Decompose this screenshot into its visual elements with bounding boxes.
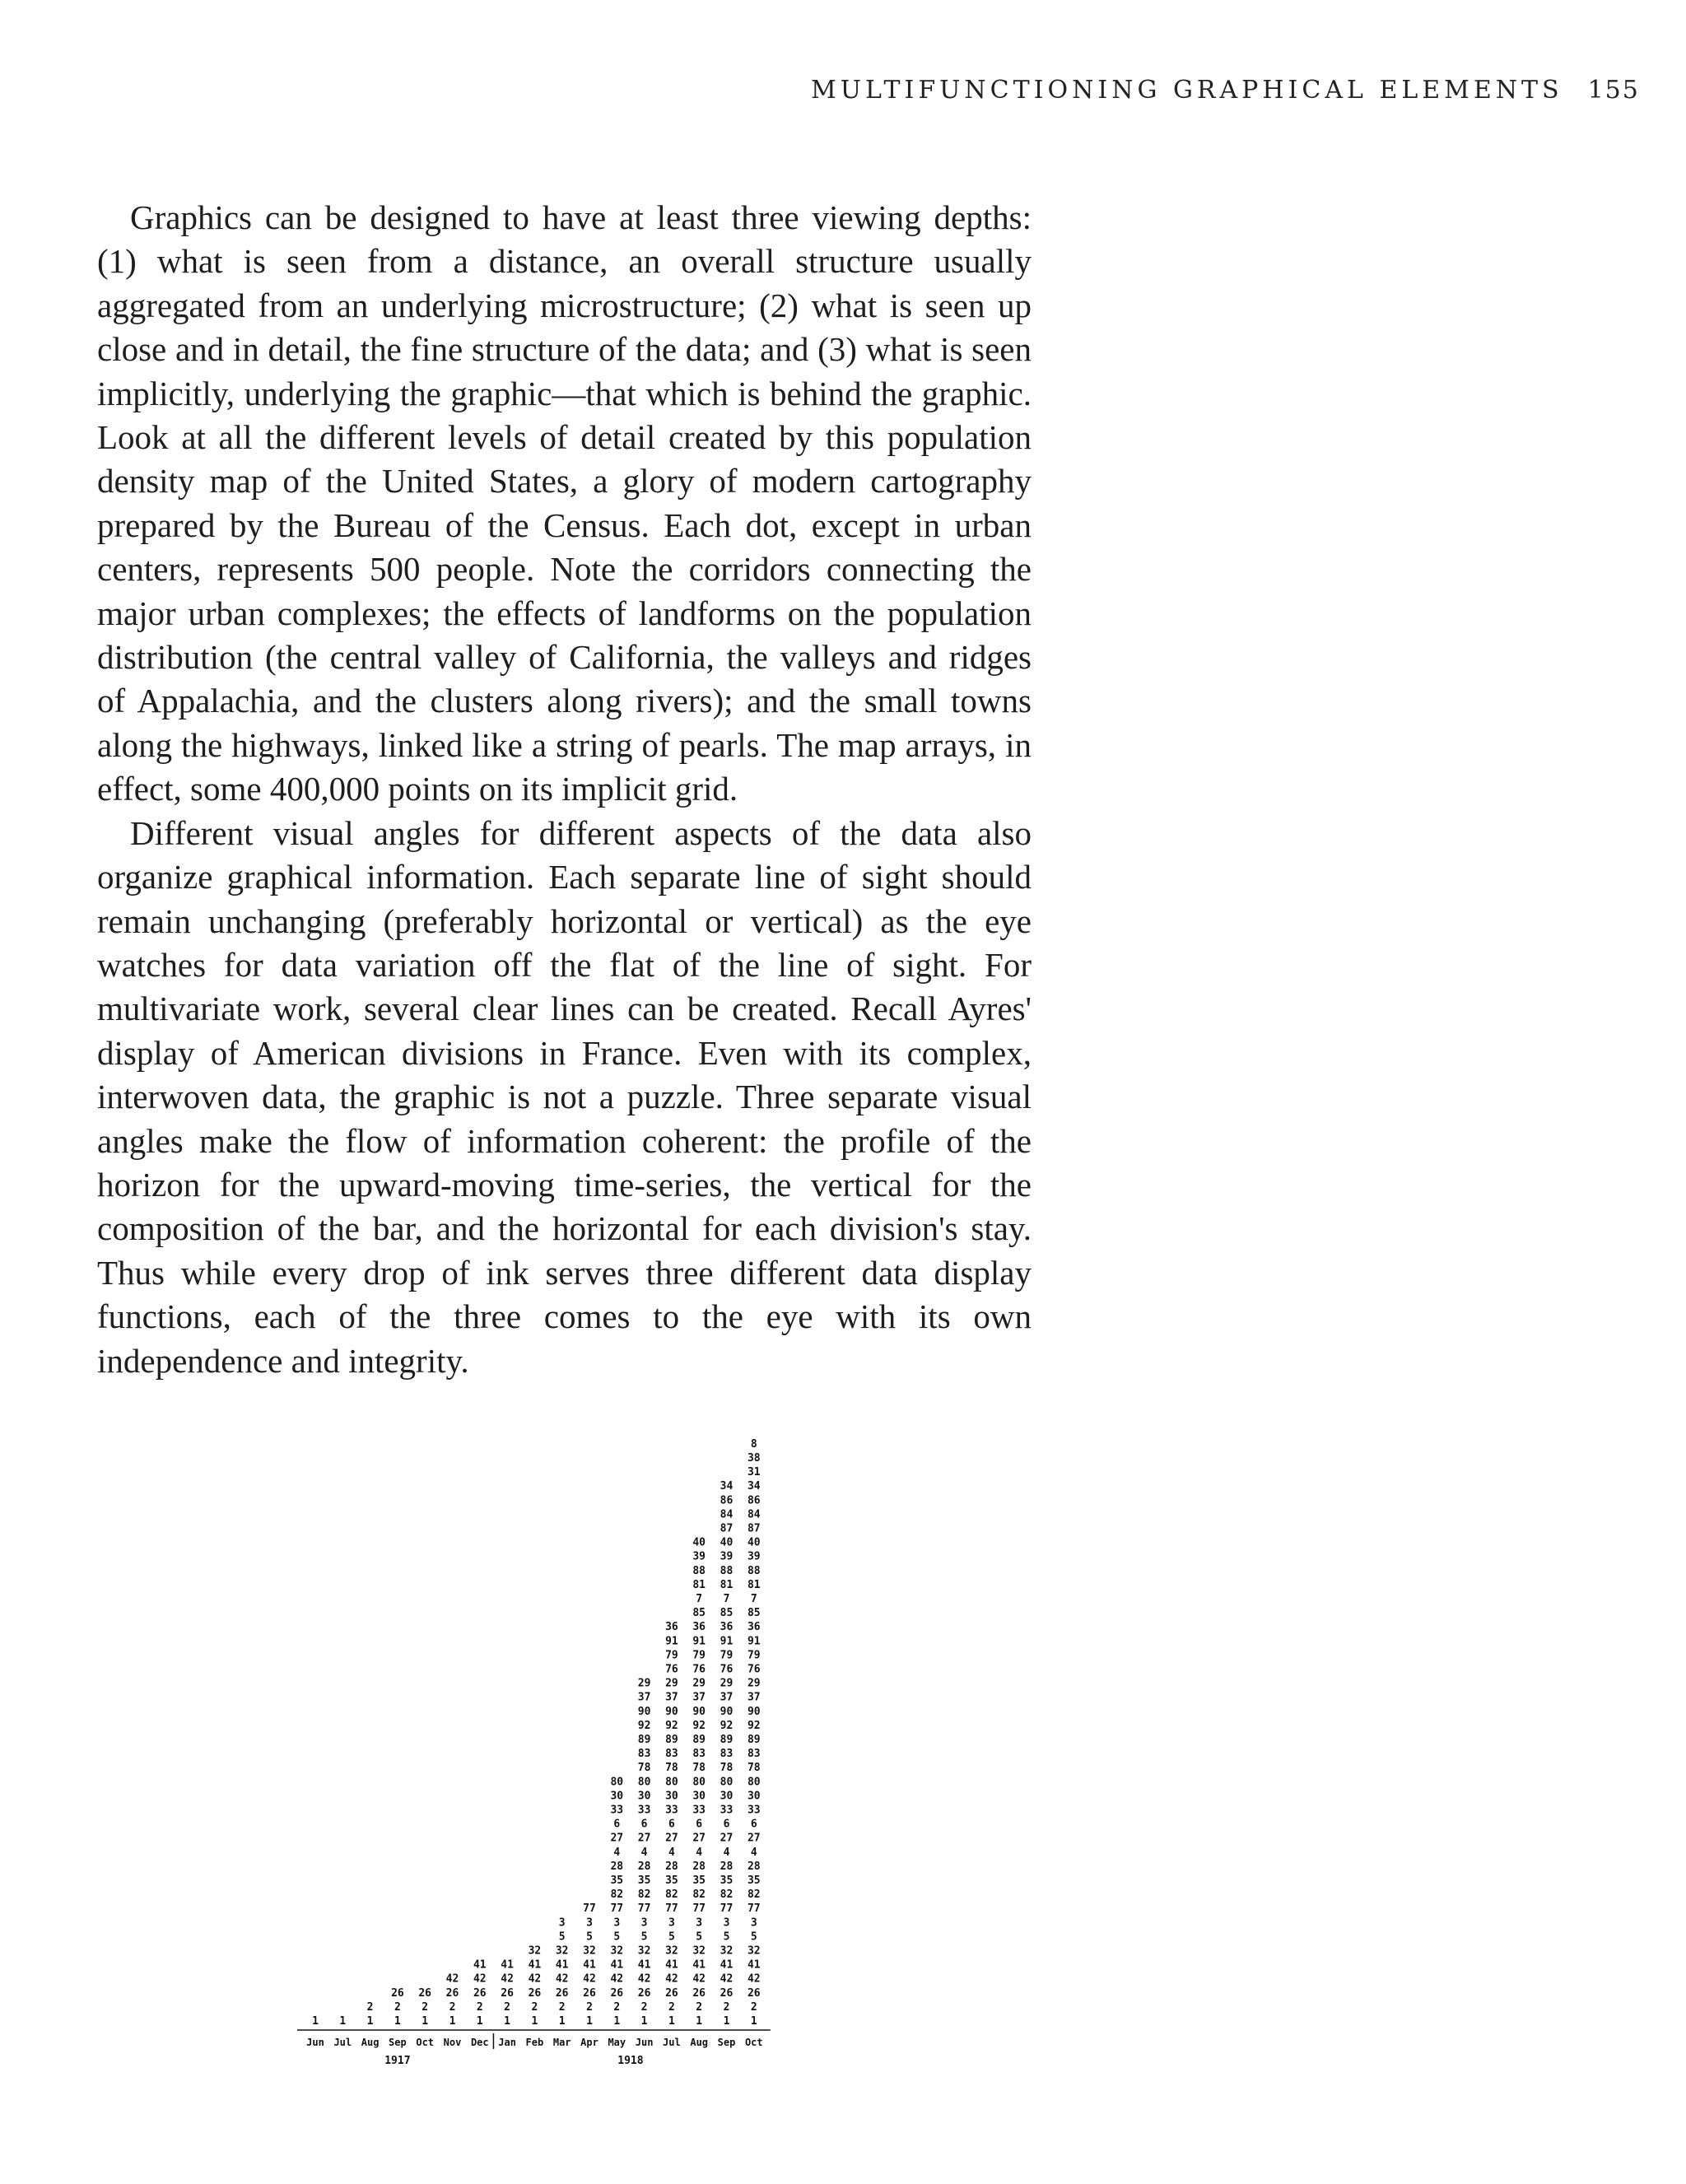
division-number: 1 <box>422 2015 429 2028</box>
division-number: 1 <box>640 2015 648 2028</box>
division-number: 91 <box>692 1635 706 1648</box>
division-number: 90 <box>747 1705 761 1718</box>
division-number: 32 <box>583 1944 596 1958</box>
division-number: 41 <box>747 1958 761 1972</box>
paragraph-2: Different visual angles for different aspects of the data also organize graphical information. Each separate line of sight should remain unchanging (preferably horizontal or vertical) as the eye watches for data variation off the flat of the line of sight. For multivariate work, several clear lines can be created. Recall Ayres' display of American divisions in France. Even with its complex, interwoven data, the graphic is not a puzzle. Three separate visual angles make the flow of information coherent: the profile of the horizon for the upward-moving time-series, the vertical for the composition of the bar, and the horizontal for each division's stay. Thus while every drop of ink serves three different data display functions, each of the three comes to the eye with its own independence and integrity. <box>97 813 1032 1380</box>
division-number: 89 <box>720 1734 734 1746</box>
division-number: 35 <box>610 1874 624 1887</box>
division-number: 3 <box>723 1916 730 1930</box>
division-number: 30 <box>747 1790 761 1803</box>
division-number: 5 <box>558 1930 566 1944</box>
month-label: Aug <box>361 2037 380 2048</box>
division-number: 4 <box>750 1846 757 1859</box>
division-number: 42 <box>720 1972 734 1986</box>
division-number: 5 <box>613 1930 621 1944</box>
month-label: Jul <box>333 2037 352 2048</box>
division-number: 82 <box>720 1888 734 1902</box>
division-number: 77 <box>720 1902 734 1916</box>
running-head-title: MULTIFUNCTIONING GRAPHICAL ELEMENTS <box>811 76 1563 105</box>
division-number: 3 <box>668 1916 675 1930</box>
month-label: May <box>608 2037 626 2048</box>
division-number: 28 <box>665 1860 678 1873</box>
division-number: 3 <box>696 1916 703 1930</box>
division-number: 30 <box>720 1790 734 1803</box>
division-number: 81 <box>692 1578 706 1591</box>
division-number: 38 <box>747 1452 761 1465</box>
division-number: 37 <box>747 1691 761 1704</box>
division-number: 28 <box>720 1860 734 1873</box>
division-number: 27 <box>692 1832 706 1845</box>
division-number: 84 <box>720 1508 734 1521</box>
year-label: 1918 <box>617 2055 644 2067</box>
division-number: 92 <box>692 1719 706 1732</box>
division-number: 76 <box>747 1663 761 1676</box>
division-number: 27 <box>610 1832 624 1845</box>
division-number: 2 <box>366 2000 374 2014</box>
division-number: 2 <box>476 2000 483 2014</box>
division-number: 29 <box>665 1677 678 1690</box>
division-number: 42 <box>528 1972 542 1986</box>
division-number: 41 <box>583 1958 596 1972</box>
division-number: 36 <box>692 1621 706 1634</box>
division-number: 88 <box>692 1564 706 1577</box>
division-number: 77 <box>637 1902 651 1916</box>
division-number: 88 <box>720 1564 734 1577</box>
division-number: 26 <box>747 1986 761 2000</box>
division-number: 80 <box>692 1776 706 1789</box>
division-number: 26 <box>528 1986 542 2000</box>
division-number: 86 <box>720 1494 734 1507</box>
division-number: 82 <box>637 1888 651 1902</box>
division-number: 1 <box>613 2015 621 2028</box>
division-number: 92 <box>720 1719 734 1732</box>
division-number: 34 <box>720 1480 734 1493</box>
division-number: 76 <box>720 1663 734 1676</box>
division-number: 4 <box>668 1846 675 1859</box>
division-number: 30 <box>637 1790 651 1803</box>
division-number: 27 <box>665 1832 678 1845</box>
division-number: 2 <box>449 2000 456 2014</box>
division-number: 1 <box>750 2015 757 2028</box>
division-number: 91 <box>720 1635 734 1648</box>
division-number: 90 <box>637 1705 651 1718</box>
division-number: 83 <box>720 1748 734 1761</box>
division-number: 81 <box>720 1578 734 1591</box>
division-number: 76 <box>692 1663 706 1676</box>
division-number: 77 <box>583 1902 596 1916</box>
division-number: 4 <box>723 1846 730 1859</box>
division-number: 92 <box>665 1719 678 1732</box>
division-number: 90 <box>692 1705 706 1718</box>
month-label: Aug <box>690 2037 709 2048</box>
division-number: 78 <box>720 1762 734 1775</box>
division-number: 33 <box>665 1804 678 1817</box>
division-number: 26 <box>583 1986 596 2000</box>
division-number: 79 <box>747 1649 761 1662</box>
division-number: 92 <box>747 1719 761 1732</box>
division-number: 34 <box>747 1480 761 1493</box>
division-number: 32 <box>610 1944 624 1958</box>
division-number: 27 <box>747 1832 761 1845</box>
division-number: 42 <box>637 1972 651 1986</box>
month-label: Apr <box>580 2037 598 2048</box>
division-number: 26 <box>692 1986 706 2000</box>
division-number: 41 <box>473 1958 487 1972</box>
division-number: 27 <box>720 1832 734 1845</box>
division-number: 89 <box>692 1734 706 1746</box>
division-number: 41 <box>692 1958 706 1972</box>
division-number: 37 <box>665 1691 678 1704</box>
division-number: 37 <box>720 1691 734 1704</box>
division-number: 41 <box>555 1958 569 1972</box>
division-number: 42 <box>473 1972 487 1986</box>
division-number: 79 <box>692 1649 706 1662</box>
division-number: 33 <box>720 1804 734 1817</box>
division-number: 4 <box>613 1846 621 1859</box>
division-number: 2 <box>586 2000 593 2014</box>
division-number: 40 <box>692 1536 706 1549</box>
division-number: 33 <box>610 1804 624 1817</box>
division-number: 2 <box>558 2000 566 2014</box>
division-number: 28 <box>692 1860 706 1873</box>
division-number: 1 <box>531 2015 538 2028</box>
division-number: 28 <box>637 1860 651 1873</box>
division-number: 78 <box>692 1762 706 1775</box>
division-number: 87 <box>747 1522 761 1535</box>
month-label: Sep <box>389 2037 407 2048</box>
division-number: 36 <box>720 1621 734 1634</box>
division-number: 41 <box>501 1958 514 1972</box>
division-number: 82 <box>692 1888 706 1902</box>
division-number: 2 <box>422 2000 429 2014</box>
division-number: 79 <box>720 1649 734 1662</box>
paragraph-1: Graphics can be designed to have at least three viewing depths: (1) what is seen from a distance, an overall structure usually aggregated from an underlying microstructure; (2) what is seen up close and in detail, the fine structure of the data; and (3) what is seen implicitly, underlying the graphic—that which is behind the graphic. Look at all the different levels of detail created by this population density map of the United States, a glory of modern cartography prepared by the Bureau of the Census. Each dot, except in urban centers, represents 500 people. Note the corridors connecting the major urban complexes; the effects of landforms on the population distribution (the central valley of California, the valleys and ridges of Appalachia, and the clusters along rivers); and the small towns along the highways, linked like a string of pearls. The map arrays, in effect, some 400,000 points on its implicit grid. <box>97 198 1032 808</box>
division-number: 39 <box>747 1550 761 1563</box>
division-number: 33 <box>692 1804 706 1817</box>
division-number: 31 <box>747 1466 761 1479</box>
division-number: 42 <box>555 1972 569 1986</box>
division-number: 26 <box>720 1986 734 2000</box>
month-label: Dec <box>470 2037 489 2048</box>
page-number: 155 <box>1587 76 1640 105</box>
division-number: 80 <box>720 1776 734 1789</box>
division-number: 6 <box>668 1818 675 1831</box>
division-number: 36 <box>747 1621 761 1634</box>
division-number: 30 <box>665 1790 678 1803</box>
division-number: 41 <box>665 1958 678 1972</box>
division-number: 4 <box>640 1846 648 1859</box>
division-number: 78 <box>747 1762 761 1775</box>
division-number: 82 <box>610 1888 624 1902</box>
division-number: 1 <box>476 2015 483 2028</box>
division-number: 88 <box>747 1564 761 1577</box>
division-number: 30 <box>692 1790 706 1803</box>
division-number: 82 <box>747 1888 761 1902</box>
division-number: 92 <box>637 1719 651 1732</box>
division-number: 28 <box>747 1860 761 1873</box>
division-number: 77 <box>747 1902 761 1916</box>
division-number: 6 <box>696 1818 703 1831</box>
month-label: Nov <box>443 2037 462 2048</box>
division-number: 77 <box>610 1902 624 1916</box>
division-number: 78 <box>637 1762 651 1775</box>
division-number: 40 <box>720 1536 734 1549</box>
division-number: 42 <box>501 1972 514 1986</box>
division-number: 35 <box>720 1874 734 1887</box>
division-number: 83 <box>665 1748 678 1761</box>
division-number: 35 <box>692 1874 706 1887</box>
division-number: 3 <box>558 1916 566 1930</box>
division-number: 26 <box>418 1986 432 2000</box>
division-number: 2 <box>723 2000 730 2014</box>
division-number: 33 <box>637 1804 651 1817</box>
division-number: 89 <box>747 1734 761 1746</box>
division-number: 89 <box>665 1734 678 1746</box>
division-number: 80 <box>665 1776 678 1789</box>
division-number: 80 <box>610 1776 624 1789</box>
month-label: Mar <box>552 2037 571 2048</box>
division-number: 26 <box>610 1986 624 2000</box>
division-number: 6 <box>723 1818 730 1831</box>
division-number: 29 <box>720 1677 734 1690</box>
division-number: 39 <box>692 1550 706 1563</box>
division-number: 29 <box>747 1677 761 1690</box>
division-number: 42 <box>610 1972 624 1986</box>
division-number: 26 <box>501 1986 514 2000</box>
division-number: 79 <box>665 1649 678 1662</box>
division-number: 1 <box>558 2015 566 2028</box>
division-number: 42 <box>583 1972 596 1986</box>
division-number: 5 <box>723 1930 730 1944</box>
division-number: 2 <box>750 2000 757 2014</box>
division-number: 7 <box>750 1593 757 1605</box>
division-number: 42 <box>692 1972 706 1986</box>
month-label: Sep <box>717 2037 736 2048</box>
division-number: 32 <box>665 1944 678 1958</box>
division-number: 28 <box>610 1860 624 1873</box>
division-number: 40 <box>747 1536 761 1549</box>
division-number: 29 <box>692 1677 706 1690</box>
division-number: 1 <box>394 2015 401 2028</box>
division-number: 42 <box>747 1972 761 1986</box>
division-number: 82 <box>665 1888 678 1902</box>
division-number: 6 <box>640 1818 648 1831</box>
division-number: 33 <box>747 1804 761 1817</box>
division-number: 37 <box>692 1691 706 1704</box>
division-number: 83 <box>692 1748 706 1761</box>
division-number: 42 <box>665 1972 678 1986</box>
division-number: 26 <box>391 1986 404 2000</box>
division-number: 89 <box>637 1734 651 1746</box>
division-number: 85 <box>720 1607 734 1620</box>
month-label: Oct <box>416 2037 435 2048</box>
month-label: Feb <box>525 2037 544 2048</box>
division-number: 78 <box>665 1762 678 1775</box>
division-number: 90 <box>720 1705 734 1718</box>
division-number: 1 <box>312 2015 319 2028</box>
division-number: 83 <box>637 1748 651 1761</box>
division-number: 35 <box>637 1874 651 1887</box>
division-number: 7 <box>723 1593 730 1605</box>
division-number: 32 <box>720 1944 734 1958</box>
division-number: 6 <box>750 1818 757 1831</box>
division-number: 41 <box>610 1958 624 1972</box>
division-number: 29 <box>637 1677 651 1690</box>
year-label: 1917 <box>384 2055 411 2067</box>
division-number: 32 <box>528 1944 542 1958</box>
division-number: 90 <box>665 1705 678 1718</box>
division-number: 77 <box>692 1902 706 1916</box>
division-number: 3 <box>750 1916 757 1930</box>
division-number: 2 <box>613 2000 621 2014</box>
division-number: 27 <box>637 1832 651 1845</box>
division-number: 7 <box>696 1593 703 1605</box>
division-number: 5 <box>750 1930 757 1944</box>
division-number: 87 <box>720 1522 734 1535</box>
division-number: 37 <box>637 1691 651 1704</box>
division-number: 1 <box>366 2015 374 2028</box>
division-number: 91 <box>747 1635 761 1648</box>
division-number: 41 <box>720 1958 734 1972</box>
division-number: 91 <box>665 1635 678 1648</box>
division-number: 77 <box>665 1902 678 1916</box>
division-number: 1 <box>449 2015 456 2028</box>
division-number: 26 <box>637 1986 651 2000</box>
division-number: 84 <box>747 1508 761 1521</box>
division-number: 86 <box>747 1494 761 1507</box>
division-number: 3 <box>586 1916 593 1930</box>
division-number: 85 <box>747 1607 761 1620</box>
division-number: 3 <box>640 1916 648 1930</box>
division-number: 5 <box>668 1930 675 1944</box>
month-label: Oct <box>744 2037 763 2048</box>
division-number: 26 <box>555 1986 569 2000</box>
division-number: 85 <box>692 1607 706 1620</box>
division-number: 1 <box>504 2015 511 2028</box>
division-number: 32 <box>692 1944 706 1958</box>
division-number: 2 <box>504 2000 511 2014</box>
month-label: Jan <box>498 2037 516 2048</box>
month-label: Jun <box>306 2037 324 2048</box>
division-number: 8 <box>750 1437 757 1451</box>
month-label: Jun <box>635 2037 654 2048</box>
division-number: 39 <box>720 1550 734 1563</box>
division-number: 1 <box>586 2015 593 2028</box>
division-number: 26 <box>445 1986 459 2000</box>
division-number: 80 <box>637 1776 651 1789</box>
division-number: 32 <box>747 1944 761 1958</box>
division-number: 35 <box>747 1874 761 1887</box>
division-number: 1 <box>723 2015 730 2028</box>
division-number: 41 <box>528 1958 542 1972</box>
division-number: 26 <box>473 1986 487 2000</box>
division-number: 2 <box>531 2000 538 2014</box>
division-number: 5 <box>696 1930 703 1944</box>
division-number: 5 <box>640 1930 648 1944</box>
division-number: 41 <box>637 1958 651 1972</box>
division-number: 2 <box>668 2000 675 2014</box>
division-number: 3 <box>613 1916 621 1930</box>
division-number: 32 <box>637 1944 651 1958</box>
division-number: 76 <box>665 1663 678 1676</box>
division-number: 36 <box>665 1621 678 1634</box>
division-number: 1 <box>339 2015 347 2028</box>
division-number: 5 <box>586 1930 593 1944</box>
division-number: 2 <box>696 2000 703 2014</box>
division-number: 32 <box>555 1944 569 1958</box>
division-number: 26 <box>665 1986 678 2000</box>
division-number: 42 <box>445 1972 459 1986</box>
division-number: 83 <box>747 1748 761 1761</box>
division-number: 2 <box>640 2000 648 2014</box>
division-number: 1 <box>696 2015 703 2028</box>
division-number: 35 <box>665 1874 678 1887</box>
month-label: Jul <box>663 2037 681 2048</box>
division-number: 1 <box>668 2015 675 2028</box>
division-number: 2 <box>394 2000 401 2014</box>
division-number: 80 <box>747 1776 761 1789</box>
division-number: 81 <box>747 1578 761 1591</box>
division-number: 6 <box>613 1818 621 1831</box>
division-number: 30 <box>610 1790 624 1803</box>
division-number: 4 <box>696 1846 703 1859</box>
